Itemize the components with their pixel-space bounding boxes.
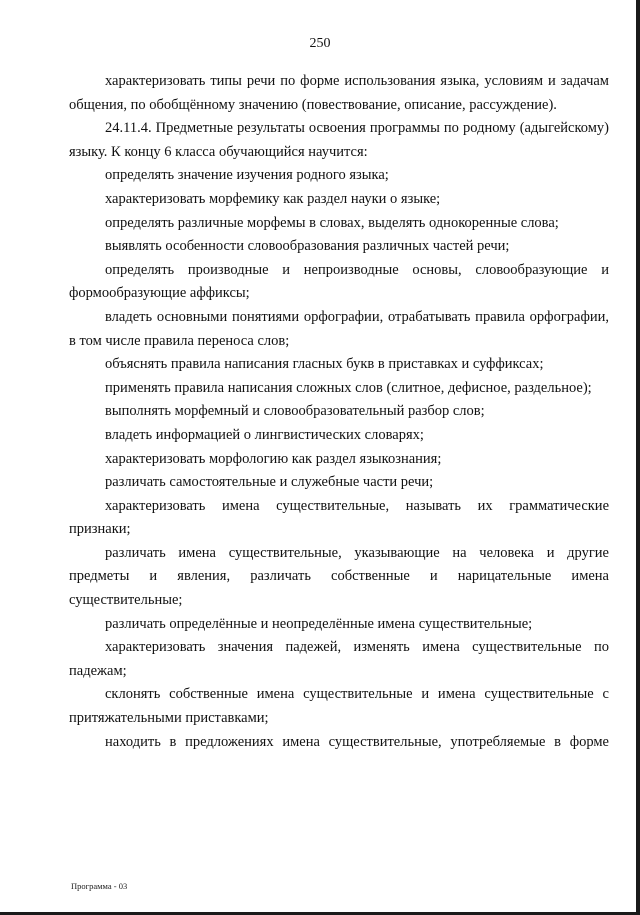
page-number: 250 [309,36,331,51]
list-item: находить в предложениях имена существительные, употребляемые в форме [105,733,609,750]
footer-note: Программа - 03 [71,881,128,891]
list-item: характеризовать имена существительные, называть их грамматические признаки; [69,497,609,538]
list-item: характеризовать морфологию как раздел языкознания; [105,450,442,467]
list-item: различать самостоятельные и служебные части речи; [105,474,434,491]
section-heading-paragraph: 24.11.4. Предметные результаты освоения программы по родному (адыгейскому) языку. К концу 6 класса обучающийся научится: [69,120,609,160]
paragraph: характеризовать типы речи по форме использования языка, условиям и задачам общения, по обобщённому значению (повествование, описание, рассуждение). [69,73,609,113]
list-item: выполнять морфемный и словообразовательный разбор слов; [105,403,485,420]
list-item: определять различные морфемы в словах, выделять однокоренные слова; [105,214,559,231]
body-text [69,70,609,754]
list-item: объяснять правила написания гласных букв в приставках и суффиксах; [105,356,544,373]
list-item: различать имена существительные, указывающие на человека и другие предметы и явления, различать собственные и нарицательные имена существительные; [69,544,609,609]
list-item: выявлять особенности словообразования различных частей речи; [105,238,510,255]
list-item: характеризовать значения падежей, изменять имена существительные по падежам; [69,639,609,679]
list-item: характеризовать морфемику как раздел науки о языке; [105,190,441,207]
list-item: владеть основными понятиями орфографии, отрабатывать правила орфографии, в том числе правила переноса слов; [69,308,609,349]
list-item: склонять собственные имена существительные и имена существительные с притяжательными приставками; [69,686,609,727]
list-item: различать определённые и неопределённые имена существительные; [105,615,533,632]
list-item: определять значение изучения родного языка; [105,167,389,184]
list-item: владеть информацией о лингвистических словарях; [105,426,424,443]
list-item: определять производные и непроизводные основы, словообразующие и формообразующие аффиксы; [69,261,609,302]
list-item: применять правила написания сложных слов (слитное, дефисное, раздельное); [105,379,592,396]
